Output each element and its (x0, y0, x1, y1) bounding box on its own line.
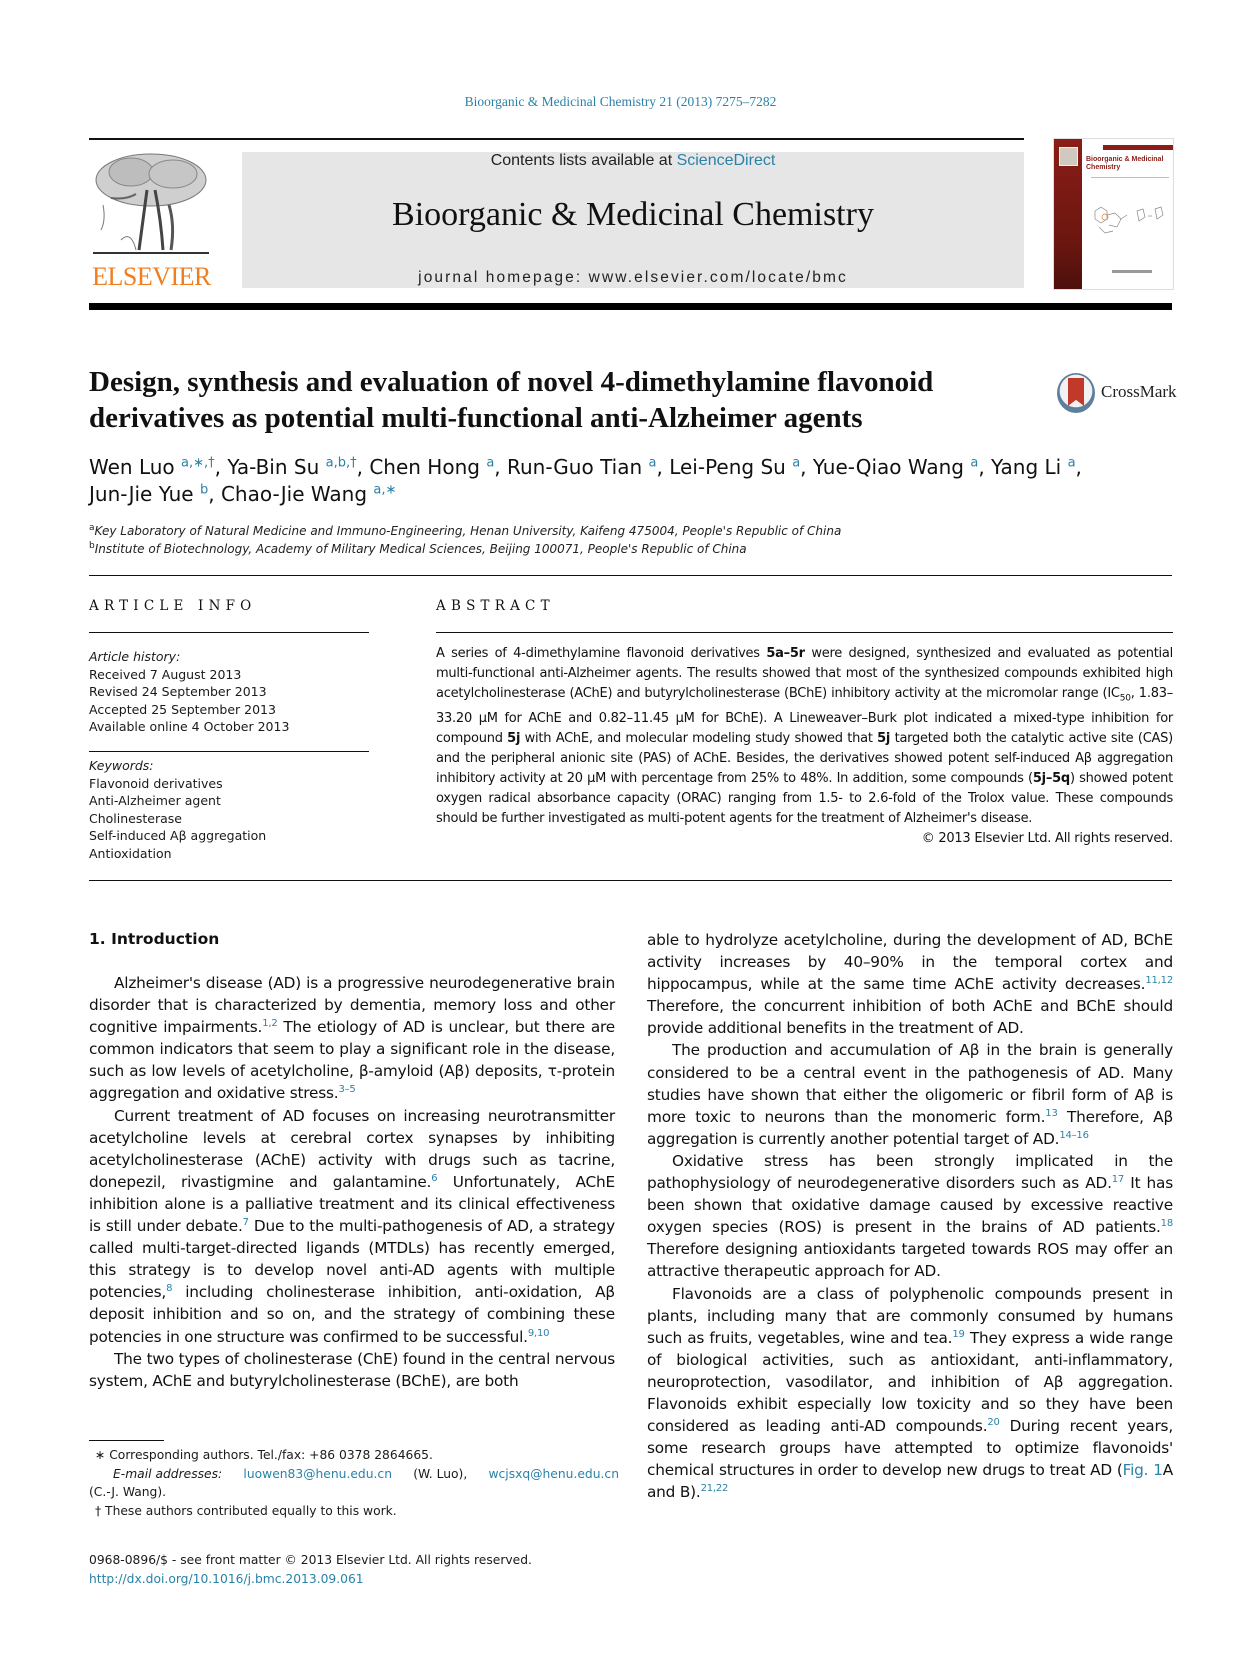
keyword: Cholinesterase (89, 810, 182, 826)
history-online: Available online 4 October 2013 (89, 719, 290, 734)
doi-link[interactable]: http://dx.doi.org/10.1016/j.bmc.2013.09.061 (89, 1572, 364, 1586)
history-label: Article history: (89, 649, 181, 664)
author-affiliation-link[interactable]: a,∗ (373, 482, 397, 498)
cover-elsevier-icon (1059, 147, 1078, 166)
article-info-heading: ARTICLE INFO (89, 598, 257, 614)
abstract-text: A series of 4-dimethylamine flavonoid derivatives 5a–5r were designed, synthesized and evaluated as potential multi-functional anti-Alzheimer agents. The results showed that most of the synthesized compounds exhibited high acetylcholinesterase (AChE) and butyrylcholinesterase (BChE) inhibitory activity at the micromolar range ($IC_{50}$, 1.83–33.20 μM for AChE and 0.82–11.45 μM for BChE). A Lineweaver–Burk plot indicated a mixed-type inhibition for compound 5j with AChE, and molecular modeling study showed that 5j targeted both the catalytic active site (CAS) and the peripheral anionic site (PAS) of AChE. Besides, the derivatives showed potent self-induced Aβ aggregation inhibitory activity at 20 μM with percentage from 25% to 48%. In addition, some compounds (5j–5q) showed potent oxygen radical absorbance capacity (ORAC) ranging from 1.5- to 2.6-fold of the Trolox value. These compounds should be further investigated as multi-potent agents for the treatment of Alzheimer's disease. (436, 646, 1173, 827)
header-rule (89, 138, 1024, 140)
keyword: Antioxidation (89, 845, 172, 861)
body-right-column (647, 929, 1173, 1503)
journal-cover-thumbnail[interactable] (1053, 138, 1174, 290)
affiliation-a (89, 522, 1089, 540)
citation-link[interactable]: 1,2 (262, 1018, 278, 1030)
cover-subtitle-rule (1091, 177, 1169, 184)
citation-link[interactable]: 3–5 (338, 1084, 356, 1096)
citation-link[interactable]: 9,10 (527, 1327, 550, 1339)
citation-link[interactable]: 21,22 (700, 1483, 729, 1495)
citation-link[interactable]: 20 (987, 1416, 1000, 1428)
cover-footer (1112, 270, 1152, 273)
body-left-column (89, 972, 615, 1392)
citation-link[interactable]: 17 (1111, 1173, 1125, 1185)
author-affiliation-link[interactable]: a,∗,† (181, 455, 215, 471)
figure-link[interactable]: Fig. 1 (1122, 1461, 1163, 1480)
article-history (89, 648, 369, 736)
author-affiliation-link[interactable]: a (970, 455, 979, 471)
keywords-rule (89, 751, 369, 752)
author-affiliation-link[interactable]: a,b,† (325, 455, 357, 471)
citation-link[interactable]: 18 (1160, 1218, 1173, 1230)
affiliation-b (89, 540, 1089, 558)
keywords-label: Keywords: (89, 758, 154, 773)
history-revised: Revised 24 September 2013 (89, 684, 267, 699)
citation-link[interactable]: 14–16 (1059, 1129, 1089, 1141)
cover-bar (1103, 145, 1173, 150)
author-name: Wen Luo (89, 455, 175, 479)
email-line (89, 1465, 619, 1484)
author-name: Jun-Jie Yue (89, 482, 194, 506)
contents-available-line (242, 152, 1024, 170)
email-owner: (W. Luo), (413, 1466, 468, 1481)
corresponding-author-note: ∗ Corresponding authors. Tel./fax: +86 0378 2864665. (95, 1448, 433, 1462)
email-label: E-mail addresses: (113, 1466, 223, 1481)
citation-link[interactable]: 19 (952, 1328, 965, 1340)
journal-homepage[interactable]: journal homepage: www.elsevier.com/locate/bmc (418, 269, 848, 286)
cover-title: Bioorganic & Medicinal Chemistry (1086, 156, 1164, 171)
email-owner: (C.-J. Wang). (89, 1485, 167, 1499)
author-list: Wen Luo $^{a,∗,\dagger}$, Ya-Bin Su $^{a,b,\dagger}$, Chen Hong $^a$, Run-Guo Tian $^a$, Lei-Peng Su $^a$, Yue-Qiao Wang $^a$, Yang Li $^a$, Jun-Jie Yue $^b$, Chao-Jie Wang $^{a,∗}$ (89, 455, 1082, 506)
author-affiliation-link[interactable]: a (648, 455, 657, 471)
paragraph: The two types of cholinesterase (ChE) found in the central nervous system, AChE and butyrylcholinesterase (BChE), are both (89, 1349, 615, 1390)
abstract-copyright: © 2013 Elsevier Ltd. All rights reserved. (921, 831, 1173, 847)
keyword: Flavonoid derivatives (89, 775, 223, 791)
affiliation-mark: b (89, 541, 95, 551)
affiliation-mark: a (89, 523, 95, 533)
cover-molecule-icon (1091, 201, 1169, 237)
affiliation-text: Key Laboratory of Natural Medicine and Immuno-Engineering, Henan University, Kaifeng 475004, People's Republic of China (94, 524, 842, 538)
author-name: Lei-Peng Su (669, 455, 786, 479)
abstract-bottom-rule (89, 880, 1172, 881)
affiliations (89, 522, 1089, 558)
author-name: Yue-Qiao Wang (812, 455, 964, 479)
sciencedirect-link[interactable]: ScienceDirect (676, 152, 776, 169)
abstract-heading: ABSTRACT (436, 598, 555, 614)
author-name: Chao-Jie Wang (220, 482, 368, 506)
keyword: Self-induced Aβ aggregation (89, 828, 267, 843)
article-title: Design, synthesis and evaluation of novel 4-dimethylamine flavonoid derivatives as potential multi-functional anti-Alzheimer agents (89, 366, 934, 434)
front-matter (89, 1551, 649, 1589)
contents-prefix: Contents lists available at (490, 152, 677, 169)
author-name: Chen Hong (369, 455, 480, 479)
author-affiliation-link[interactable]: a (486, 455, 495, 471)
citation-link[interactable]: 11,12 (1145, 975, 1173, 987)
paragraph: able to hydrolyze acetylcholine, during the development of AD, BChE activity increases by 40–90% in the temporal cortex and hippocampus, while at the same time AChE activity decreases.$^{11,12}$ Therefore, the concurrent inhibition of both AChE and BChE should provide additional benefits in the treatment of AD. (647, 931, 1173, 1038)
author-affiliation-link[interactable]: a (792, 455, 801, 471)
article-info-rule (89, 632, 369, 633)
history-accepted: Accepted 25 September 2013 (89, 701, 276, 717)
footnotes (89, 1446, 619, 1520)
paragraph: Oxidative stress has been strongly implicated in the pathophysiology of neurodegenerative disorders such as AD.$^{17}$ It has been shown that oxidative damage caused by excessive reactive oxygen species (ROS) is present in the brains of AD patients.$^{18}$ Therefore designing antioxidants targeted towards ROS may offer an attractive therapeutic approach for AD. (647, 1151, 1173, 1281)
equal-contribution-note: † These authors contributed equally to this work. (95, 1503, 397, 1518)
keywords (89, 757, 369, 862)
crossmark-label: CrossMark (1101, 382, 1177, 401)
citation-link[interactable]: 6 (431, 1172, 438, 1184)
crossmark-button[interactable] (1057, 373, 1177, 415)
author-affiliation-link[interactable]: b (199, 482, 209, 498)
abstract-rule (436, 632, 1173, 633)
abstract-body (436, 644, 1173, 850)
citation-link[interactable]: 7 (242, 1216, 249, 1228)
cover-spine (1054, 139, 1082, 289)
section-divider (89, 575, 1172, 576)
history-received: Received 7 August 2013 (89, 666, 242, 682)
citation-link[interactable]: 8 (166, 1283, 173, 1295)
footnote-rule (89, 1440, 164, 1441)
author-affiliation-link[interactable]: a (1067, 455, 1076, 471)
journal-title: Bioorganic & Medicinal Chemistry (392, 196, 874, 233)
email-link-wang[interactable]: wcjsxq@henu.edu.cn (488, 1466, 619, 1481)
journal-banner (242, 152, 1024, 288)
email-link-luo[interactable]: luowen83@henu.edu.cn (243, 1466, 392, 1481)
keyword: Anti-Alzheimer agent (89, 793, 221, 808)
paragraph: Flavonoids are a class of polyphenolic compounds present in plants, including many that are commonly consumed by humans such as fruits, vegetables, wine and tea.$^{19}$ They express a wide range of biological activities, such as antioxidant, anti-inflammatory, neuroprotection, vasodilator, and inhibition of Aβ aggregation. Flavonoids exhibit especially low toxicity and so they have been considered as leading anti-AD compounds.$^{20}$ During recent years, some research groups have attempted to optimize flavonoids' chemical structures in order to develop new drugs to treat AD (Fig. 1A and B).$^{21,22}$ (647, 1284, 1174, 1502)
paragraph: Current treatment of AD focuses on increasing neurotransmitter acetylcholine levels at cerebral cortex synapses by inhibiting acetylcholinesterase (AChE) activity with drugs such as tacrine, donepezil, rivastigmine and galantamine.$^6$ Unfortunately, AChE inhibition alone is a palliative treatment and its clinical effectiveness is still under debate.$^7$ Due to the multi-pathogenesis of AD, a strategy called multi-target-directed ligands (MTDLs) has recently emerged, this strategy is to develop novel anti-AD agents with multiple potencies,$^8$ including cholinesterase inhibition, anti-oxidation, Aβ deposit inhibition and so on, and the strategy of combining these potencies in one structure was confirmed to be successful.$^{9,10}$ (89, 1106, 615, 1346)
citation-link[interactable]: 13 (1045, 1107, 1058, 1119)
elsevier-tree-icon (91, 150, 211, 260)
elsevier-wordmark: ELSEVIER (92, 262, 211, 291)
author-name: Yang Li (991, 455, 1062, 479)
elsevier-logo[interactable] (89, 150, 214, 291)
issn-copyright: 0968-0896/$ - see front matter © 2013 Elsevier Ltd. All rights reserved. (89, 1553, 532, 1567)
journal-citation[interactable]: Bioorganic & Medicinal Chemistry 21 (2013) 7275–7282 (464, 94, 777, 109)
affiliation-text: Institute of Biotechnology, Academy of Military Medical Sciences, Beijing 100071, People's Republic of China (94, 542, 747, 556)
section-heading-introduction: 1. Introduction (89, 930, 220, 948)
paragraph: Alzheimer's disease (AD) is a progressive neurodegenerative brain disorder that is characterized by dementia, memory loss and other cognitive impairments.$^{1,2}$ The etiology of AD is unclear, but there are common indicators that seem to play a significant role in the disease, such as low levels of acetylcholine, β-amyloid (Aβ) deposits, τ-protein aggregation and oxidative stress.$^{3-5}$ (89, 974, 615, 1103)
author-name: Ya-Bin Su (227, 455, 320, 479)
header-thick-rule (89, 303, 1172, 310)
author-name: Run-Guo Tian (507, 455, 643, 479)
paragraph: The production and accumulation of Aβ in the brain is generally considered to be a central event in the pathogenesis of AD. Many studies have shown that either the oligomeric or fibril form of Aβ is more toxic to neurons than the monomeric form.$^{13}$ Therefore, Aβ aggregation is currently another potential target of AD.$^{14-16}$ (647, 1041, 1174, 1148)
